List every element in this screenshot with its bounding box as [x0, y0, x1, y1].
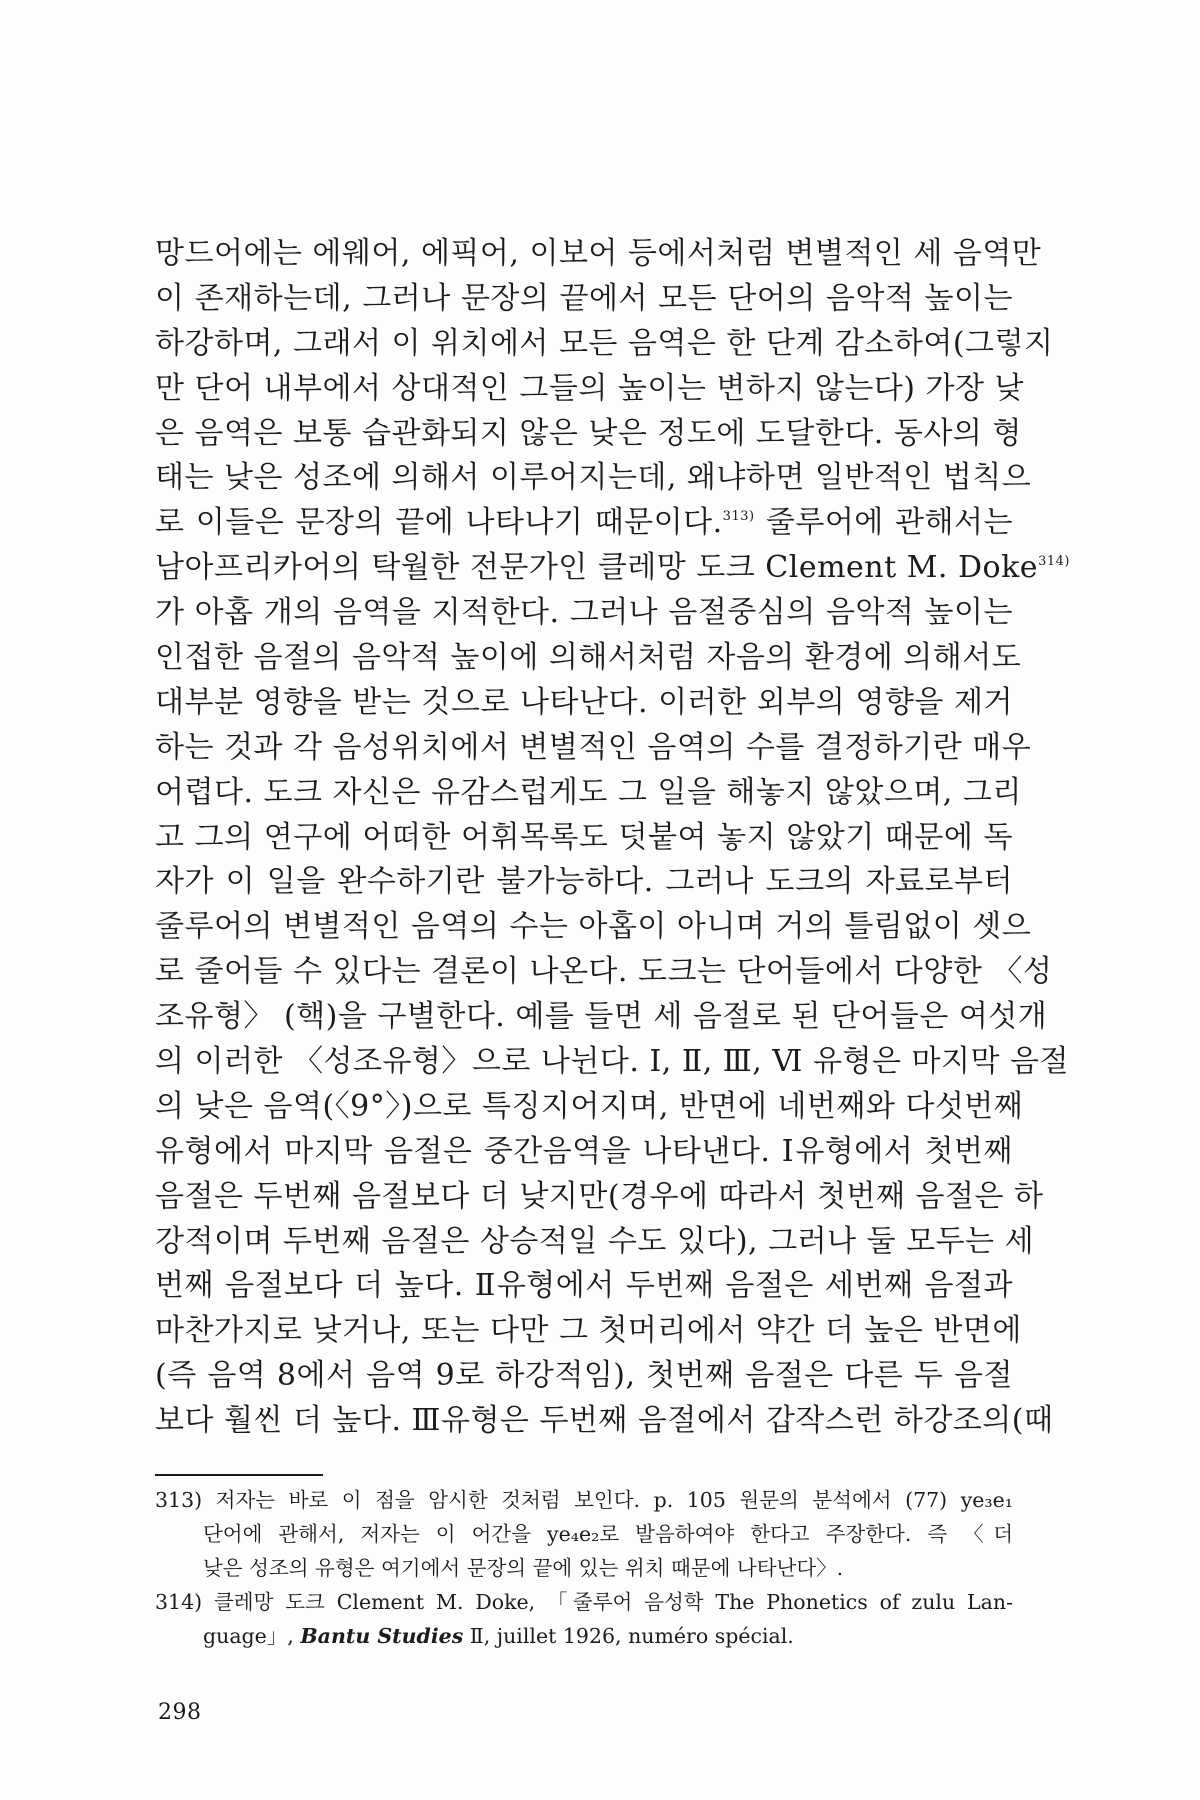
footnotes: [155, 1483, 1013, 1653]
text-line: 만 단어 내부에서 상대적인 그들의 높이는 변하지 않는다) 가장 낮: [155, 370, 1025, 406]
text-line: 보다 훨씬 더 높다. Ⅲ유형은 두번째 음절에서 갑작스런 하강조의(때: [155, 1403, 1054, 1439]
text-line: 이 존재하는데, 그러나 문장의 끝에서 모든 단어의 음악적 높이는: [155, 280, 1013, 316]
footnote-divider: [155, 1474, 323, 1476]
text-line-with-note: [155, 546, 1070, 591]
text-fragment: 남아프리카어의 탁월한 전문가인 클레망 도크 Clement M. Doke: [155, 550, 1039, 586]
footnote-fragment: guage」,: [203, 1624, 301, 1648]
footnote-313-line: 단어에 관해서, 저자는 이 어간을 ye₄e₂로 발음하여야 한다고 주장한다. 즉 〈더: [203, 1522, 1013, 1546]
text-line: 조유형〉 (핵)을 구별한다. 예를 들면 세 음절로 된 단어들은 여섯개: [155, 999, 1048, 1035]
text-line: 하는 것과 각 음성위치에서 변별적인 음역의 수를 결정하기란 매우: [155, 729, 1032, 765]
footnote-ref-314: 314): [1038, 554, 1070, 570]
footnote-fragment: Ⅱ, juillet 1926, numéro spécial.: [463, 1624, 794, 1648]
text-fragment: 로 이들은 문장의 끝에 나타나기 때문이다.: [155, 505, 723, 541]
footnote-314-line: 314) 클레망 도크 Clement M. Doke, 「줄루어 음성학 The Phonetics of zulu Lan-: [155, 1590, 1013, 1614]
text-line: 번째 음절보다 더 높다. Ⅱ유형에서 두번째 음절은 세번째 음절과: [155, 1268, 1013, 1304]
footnote-313-line: 313) 저자는 바로 이 점을 암시한 것처럼 보인다. p. 105 원문의 분석에서 (77) ye₃e₁: [155, 1488, 1013, 1512]
text-line: 고 그의 연구에 어떠한 어휘목록도 덧붙여 놓지 않았기 때문에 독: [155, 819, 1013, 855]
footnote-ref-313: 313): [722, 509, 755, 525]
page-number: 298: [158, 1700, 202, 1725]
text-fragment: 줄루어에 관해서는: [754, 505, 1013, 541]
journal-title: Bantu Studies: [300, 1624, 464, 1648]
text-line: (즉 음역 8에서 음역 9로 하강적임), 첫번째 음절은 다른 두 음절: [155, 1358, 1013, 1394]
text-line: 마찬가지로 낮거나, 또는 다만 그 첫머리에서 약간 더 높은 반면에: [155, 1313, 1022, 1349]
text-line: 의 이러한 〈성조유형〉으로 나뉜다. Ⅰ, Ⅱ, Ⅲ, Ⅵ 유형은 마지막 음절: [155, 1044, 1069, 1080]
text-line: 은 음역은 보통 습관화되지 않은 낮은 정도에 도달한다. 동사의 형: [155, 415, 1022, 451]
text-line: 대부분 영향을 받는 것으로 나타난다. 이러한 외부의 영향을 제거: [155, 684, 1013, 720]
text-line: 음절은 두번째 음절보다 더 낮지만(경우에 따라서 첫번째 음절은 하: [155, 1178, 1044, 1214]
footnote-314-line: [155, 1619, 1013, 1653]
text-line: 어렵다. 도크 자신은 유감스럽게도 그 일을 해놓지 않았으며, 그리: [155, 774, 1022, 810]
text-line: 망드어에는 에웨어, 에픽어, 이보어 등에서처럼 변별적인 세 음역만: [155, 236, 1042, 271]
text-line: 의 낮은 음역(〈9°〉)으로 특징지어지며, 반면에 네번째와 다섯번째: [155, 1088, 1024, 1124]
text-line: 가 아홉 개의 음역을 지적한다. 그러나 음절중심의 음악적 높이는: [155, 595, 1013, 631]
text-line: 로 줄어들 수 있다는 결론이 나온다. 도크는 단어들에서 다양한 〈성: [155, 954, 1053, 990]
text-line: 자가 이 일을 완수하기란 불가능하다. 그러나 도크의 자료로부터: [155, 864, 1013, 900]
text-line: 하강하며, 그래서 이 위치에서 모든 음역은 한 단계 감소하여(그렇지: [155, 325, 1054, 361]
footnote-313-line: 낮은 성조의 유형은 여기에서 문장의 끝에 있는 위치 때문에 나타난다〉.: [203, 1556, 844, 1580]
text-line: 유형에서 마지막 음절은 중간음역을 나타낸다. Ⅰ유형에서 첫번째: [155, 1133, 1013, 1169]
text-line: 강적이며 두번째 음절은 상승적일 수도 있다), 그러나 둘 모두는 세: [155, 1223, 1035, 1259]
text-line: 줄루어의 변별적인 음역의 수는 아홉이 아니며 거의 틀림없이 셋으: [155, 909, 1032, 945]
text-line: 태는 낮은 성조에 의해서 이루어지는데, 왜냐하면 일반적인 법칙으: [155, 460, 1032, 496]
text-line-with-note: [155, 501, 1013, 546]
body-text: [155, 232, 1070, 1444]
text-line: 인접한 음절의 음악적 높이에 의해서처럼 자음의 환경에 의해서도: [155, 640, 1022, 676]
